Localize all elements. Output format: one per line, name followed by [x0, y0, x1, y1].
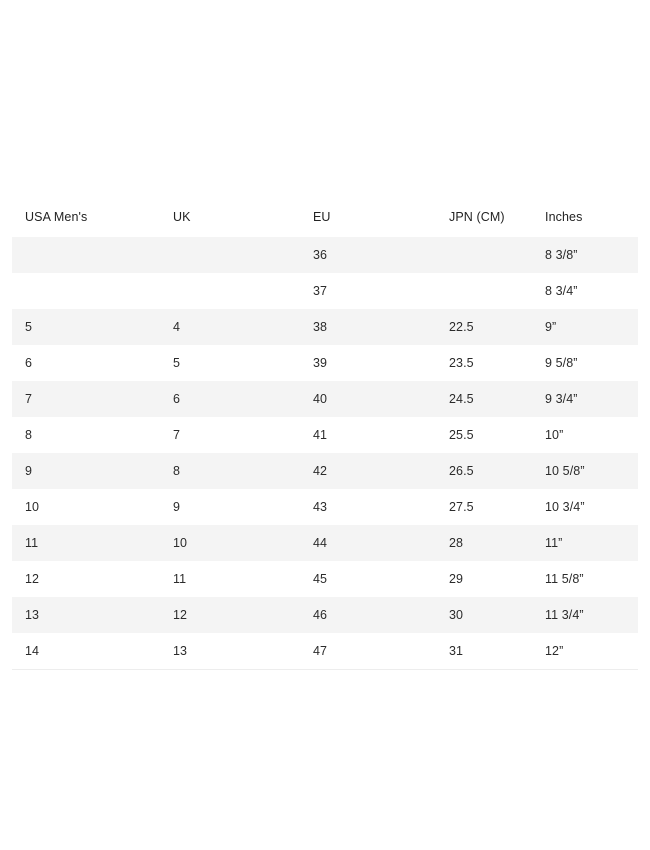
- cell-eu: 46: [300, 597, 436, 633]
- cell-jpn-cm: 29: [436, 561, 532, 597]
- table-row: [12, 273, 638, 309]
- column-header-uk: UK: [160, 196, 300, 237]
- cell-eu: 36: [300, 237, 436, 273]
- cell-eu: 45: [300, 561, 436, 597]
- cell-usa-mens: 13: [12, 597, 160, 633]
- cell-inches: 10 5/8”: [532, 453, 638, 489]
- table-row: [12, 309, 638, 345]
- cell-eu: 44: [300, 525, 436, 561]
- table-row: [12, 417, 638, 453]
- cell-eu: 41: [300, 417, 436, 453]
- cell-eu: 38: [300, 309, 436, 345]
- table-row: [12, 597, 638, 633]
- cell-inches: 12”: [532, 633, 638, 670]
- cell-jpn-cm: 26.5: [436, 453, 532, 489]
- cell-usa-mens: 6: [12, 345, 160, 381]
- cell-eu: 43: [300, 489, 436, 525]
- cell-inches: 11 3/4”: [532, 597, 638, 633]
- table-row: [12, 381, 638, 417]
- cell-usa-mens: 11: [12, 525, 160, 561]
- cell-uk: 8: [160, 453, 300, 489]
- cell-jpn-cm: 27.5: [436, 489, 532, 525]
- table-row: [12, 345, 638, 381]
- column-header-eu: EU: [300, 196, 436, 237]
- cell-inches: 9 3/4”: [532, 381, 638, 417]
- cell-uk: [160, 273, 300, 309]
- cell-usa-mens: 9: [12, 453, 160, 489]
- cell-usa-mens: 14: [12, 633, 160, 670]
- cell-inches: 10”: [532, 417, 638, 453]
- cell-uk: 11: [160, 561, 300, 597]
- cell-inches: 9 5/8”: [532, 345, 638, 381]
- cell-inches: 11 5/8”: [532, 561, 638, 597]
- cell-usa-mens: 10: [12, 489, 160, 525]
- table-body: [12, 237, 638, 670]
- cell-eu: 40: [300, 381, 436, 417]
- table-header: [12, 196, 638, 237]
- cell-inches: 8 3/4”: [532, 273, 638, 309]
- column-header-inches: Inches: [532, 196, 638, 237]
- cell-eu: 37: [300, 273, 436, 309]
- cell-jpn-cm: [436, 273, 532, 309]
- cell-jpn-cm: 23.5: [436, 345, 532, 381]
- cell-inches: 8 3/8”: [532, 237, 638, 273]
- column-header-jpn-cm: JPN (CM): [436, 196, 532, 237]
- table-header-row: [12, 196, 638, 237]
- cell-usa-mens: 8: [12, 417, 160, 453]
- cell-jpn-cm: 24.5: [436, 381, 532, 417]
- cell-jpn-cm: 22.5: [436, 309, 532, 345]
- table-row: [12, 489, 638, 525]
- size-chart-table: [12, 196, 638, 670]
- cell-usa-mens: 7: [12, 381, 160, 417]
- cell-uk: 7: [160, 417, 300, 453]
- cell-usa-mens: 5: [12, 309, 160, 345]
- cell-uk: 6: [160, 381, 300, 417]
- cell-uk: 10: [160, 525, 300, 561]
- cell-usa-mens: [12, 273, 160, 309]
- cell-uk: 9: [160, 489, 300, 525]
- size-chart-container: [12, 196, 638, 670]
- table-row: [12, 561, 638, 597]
- table-row: [12, 525, 638, 561]
- cell-uk: 12: [160, 597, 300, 633]
- cell-eu: 42: [300, 453, 436, 489]
- table-row: [12, 633, 638, 670]
- cell-usa-mens: 12: [12, 561, 160, 597]
- cell-jpn-cm: 30: [436, 597, 532, 633]
- cell-eu: 47: [300, 633, 436, 670]
- cell-usa-mens: [12, 237, 160, 273]
- table-row: [12, 453, 638, 489]
- cell-jpn-cm: [436, 237, 532, 273]
- table-row: [12, 237, 638, 273]
- cell-jpn-cm: 28: [436, 525, 532, 561]
- cell-uk: [160, 237, 300, 273]
- cell-jpn-cm: 31: [436, 633, 532, 670]
- cell-uk: 13: [160, 633, 300, 670]
- cell-inches: 10 3/4”: [532, 489, 638, 525]
- cell-uk: 5: [160, 345, 300, 381]
- cell-uk: 4: [160, 309, 300, 345]
- cell-inches: 9”: [532, 309, 638, 345]
- column-header-usa-mens: USA Men's: [12, 196, 160, 237]
- cell-jpn-cm: 25.5: [436, 417, 532, 453]
- cell-inches: 11”: [532, 525, 638, 561]
- cell-eu: 39: [300, 345, 436, 381]
